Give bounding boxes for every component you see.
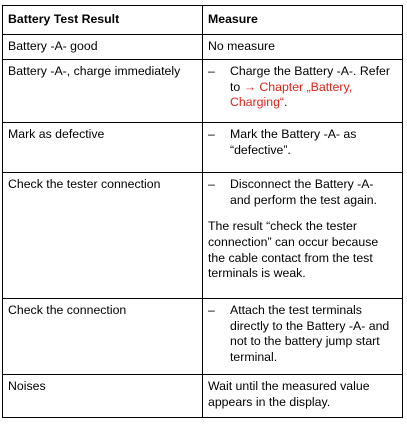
table-row <box>3 34 403 60</box>
measure-list-item <box>208 177 397 208</box>
measure-text-end: . <box>284 95 288 110</box>
table-row <box>3 123 403 173</box>
list-dash: – <box>208 177 215 192</box>
header-measure: Measure <box>203 6 403 35</box>
result-cell: Check the connection <box>3 299 203 375</box>
measure-list-item <box>208 303 397 365</box>
measure-list-item <box>208 127 397 158</box>
measure-cell <box>203 173 403 299</box>
result-cell: Check the tester connection <box>3 173 203 299</box>
measure-list-item <box>208 64 397 111</box>
measure-cell <box>203 299 403 375</box>
list-dash: – <box>208 64 215 79</box>
chapter-link[interactable]: → Chapter „Battery, Charging“ <box>230 79 353 110</box>
measure-cell: Wait until the measured value appears in the display. <box>203 375 403 418</box>
measure-text: Attach the test terminals directly to the Battery -A- and not to the battery jump start terminal. <box>230 303 390 364</box>
battery-test-table <box>2 5 403 418</box>
measure-cell <box>203 123 403 173</box>
result-cell: Battery -A- good <box>3 34 203 60</box>
list-dash: – <box>208 127 215 142</box>
measure-text <box>230 64 397 111</box>
result-cell: Mark as defective <box>3 123 203 173</box>
result-cell: Noises <box>3 375 203 418</box>
measure-cell <box>203 60 403 123</box>
table-row <box>3 173 403 299</box>
table-row <box>3 299 403 375</box>
measure-text-part: Charge the Battery -A-. Refer to <box>230 64 390 94</box>
result-cell: Battery -A-, charge immediately <box>3 60 203 123</box>
header-battery-test-result: Battery Test Result <box>3 6 203 35</box>
measure-text: Disconnect the Battery -A- and perform the test again. <box>230 177 377 207</box>
measure-text: Mark the Battery -A- as “defective”. <box>230 127 357 157</box>
measure-cell: No measure <box>203 34 403 60</box>
table-row <box>3 60 403 123</box>
table-row <box>3 375 403 418</box>
list-dash: – <box>208 303 215 318</box>
measure-note: The result “check the tester connection” can occur because the cable contact from the test terminals is weak. <box>208 219 379 281</box>
table-header-row <box>3 6 403 35</box>
